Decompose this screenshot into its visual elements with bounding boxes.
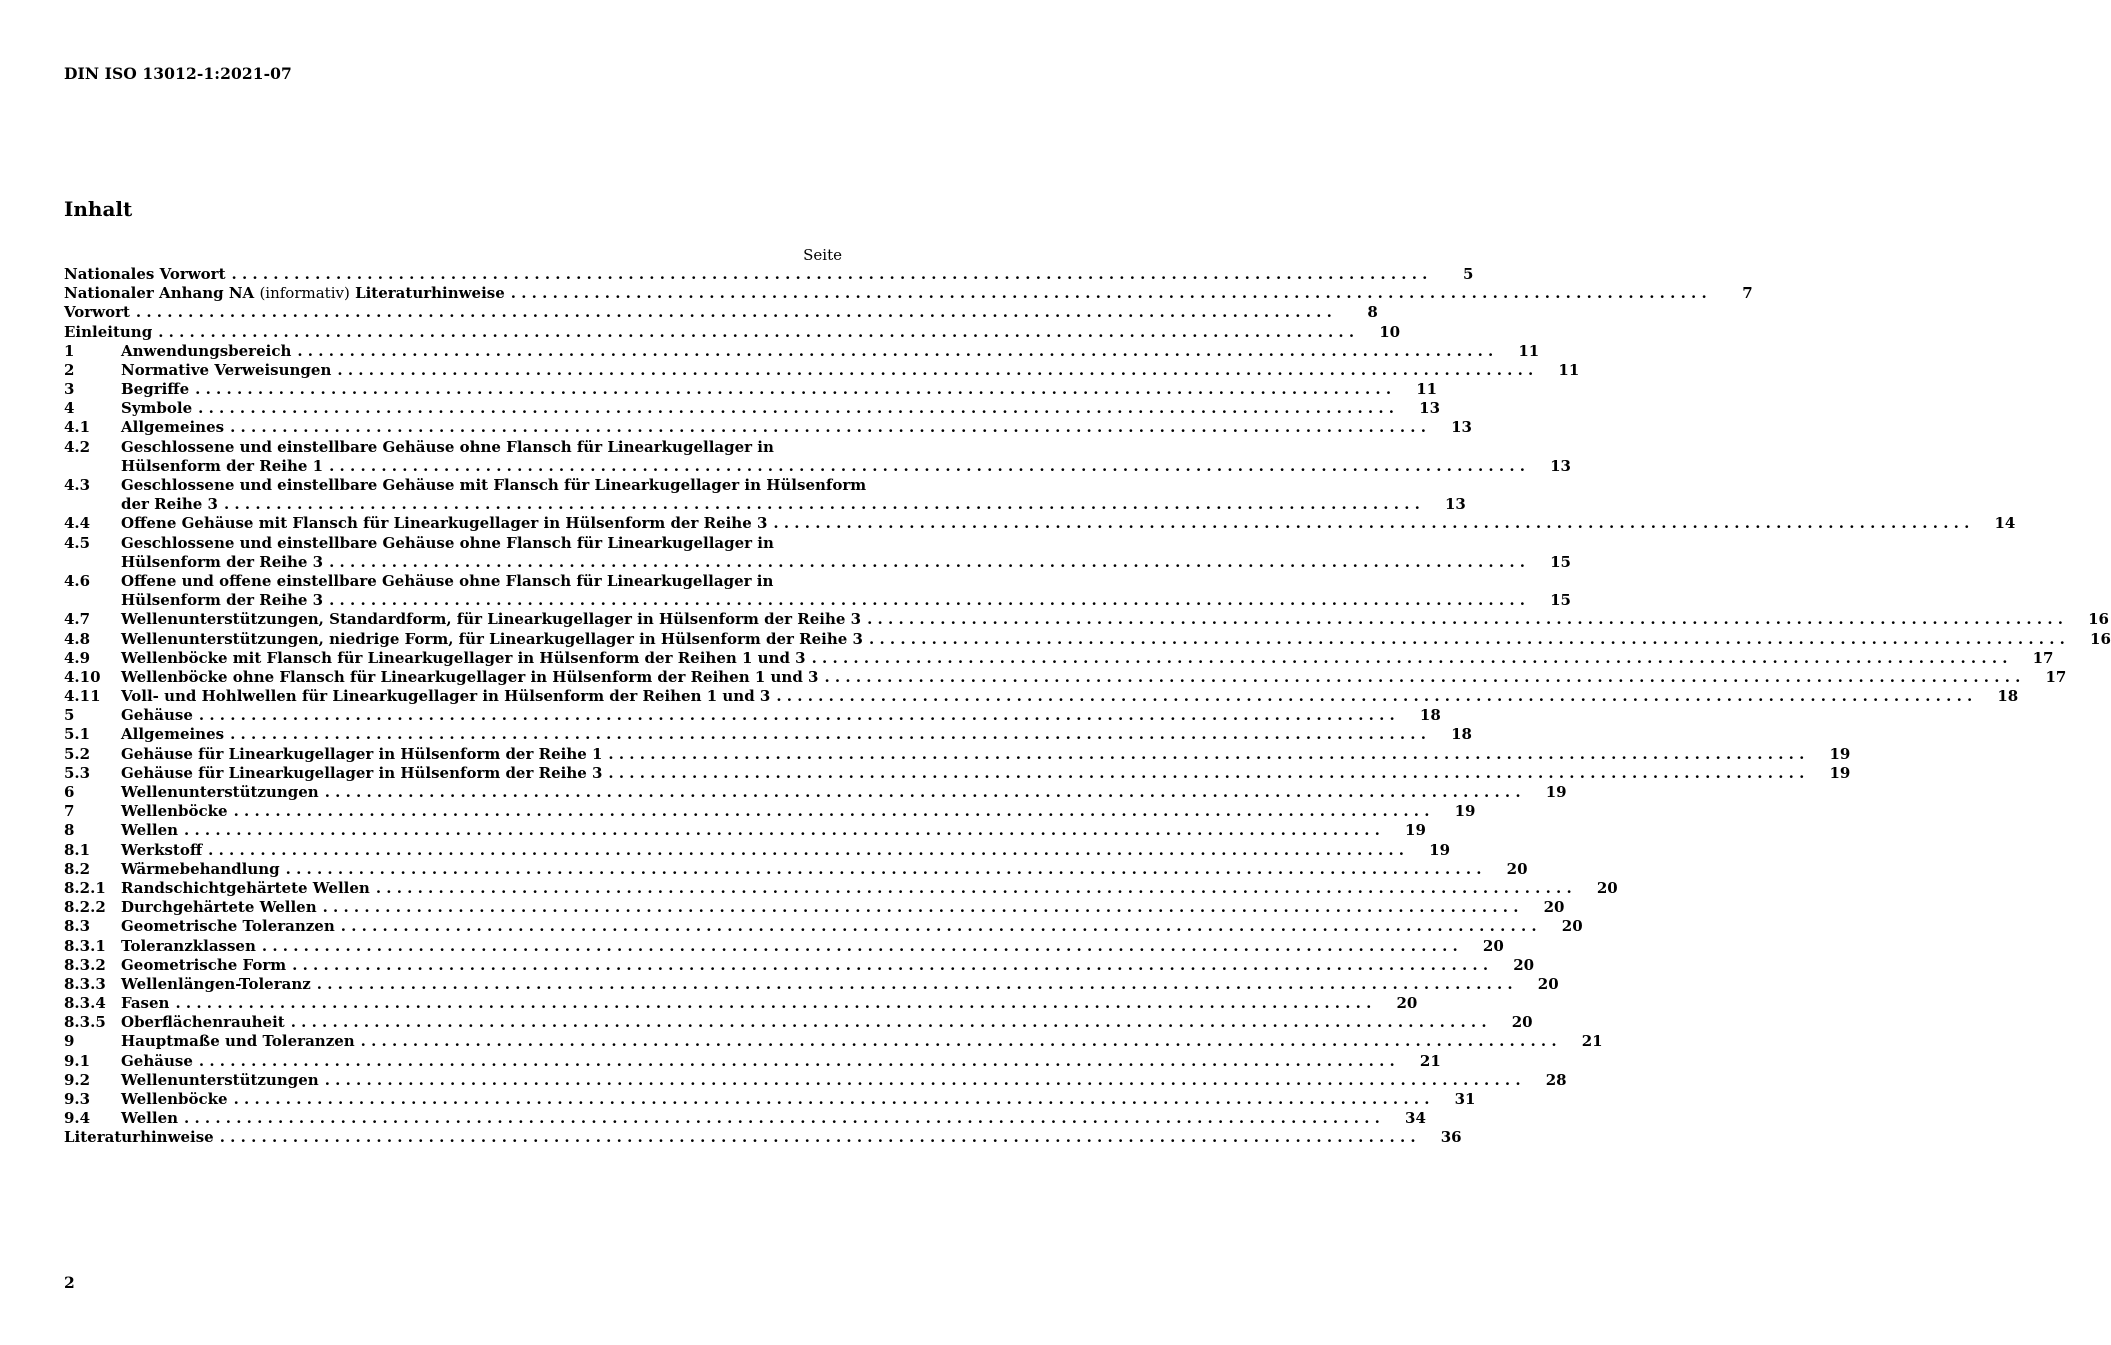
toc-leader-dots bbox=[291, 342, 1493, 361]
toc-entry-number: 8.2.2 bbox=[64, 898, 106, 917]
toc-entry-title bbox=[64, 303, 130, 322]
toc-entry-page: 11 bbox=[1416, 380, 1438, 399]
toc-entry-title bbox=[64, 284, 505, 303]
toc-leader-dots bbox=[335, 917, 1537, 936]
toc-entry-number: 1 bbox=[64, 341, 75, 360]
toc-entry-title-text: Wellenunterstützungen bbox=[121, 783, 319, 802]
toc-entry-page: 21 bbox=[1419, 1051, 1441, 1070]
toc-entry-title bbox=[121, 342, 291, 361]
toc-entry[interactable] bbox=[64, 1032, 1603, 1052]
toc-entry-number: 4 bbox=[64, 399, 75, 418]
toc-entry-title bbox=[121, 361, 331, 380]
toc-entry[interactable] bbox=[64, 303, 1378, 322]
toc-entry-title-text: Wärmebehandlung bbox=[121, 859, 280, 878]
toc-entry[interactable] bbox=[64, 783, 1567, 802]
toc-entry-title-text: Randschichtgehärtete Wellen bbox=[121, 878, 370, 897]
toc-entry-title-text: Wellenunterstützungen bbox=[121, 1070, 319, 1089]
toc-entry-number: 5.2 bbox=[64, 744, 91, 763]
toc-entry[interactable] bbox=[64, 572, 842, 591]
toc-entry-title bbox=[121, 610, 861, 629]
toc-entry-title-text: Wellenunterstützungen, Standardform, für Linearkugellager in Hülsenform der Reihe 3 bbox=[121, 610, 862, 629]
toc-entry-title bbox=[121, 917, 335, 936]
toc-entry-page: 7 bbox=[1742, 284, 1753, 303]
toc-entry[interactable] bbox=[64, 936, 1504, 956]
toc-entry[interactable] bbox=[64, 706, 1441, 725]
toc-entry-number: 4.2 bbox=[64, 437, 91, 456]
toc-entry[interactable] bbox=[64, 284, 1753, 303]
toc-leader-dots bbox=[224, 418, 1426, 437]
toc-entry-page: 19 bbox=[1545, 783, 1567, 802]
toc-entry-number: 9.2 bbox=[64, 1070, 91, 1089]
toc-leader-dots bbox=[323, 553, 1525, 572]
toc-entry-title-text: Wellen bbox=[121, 1109, 179, 1128]
toc-entry[interactable] bbox=[64, 1128, 1462, 1147]
toc-entry-number: 9.1 bbox=[64, 1051, 91, 1070]
toc-entry-title-text: Toleranzklassen bbox=[121, 936, 256, 955]
toc-entry-number: 3 bbox=[64, 380, 75, 399]
toc-entry-title bbox=[121, 1013, 285, 1032]
toc-entry[interactable] bbox=[64, 1090, 1476, 1109]
toc-entry-page: 18 bbox=[1997, 687, 2019, 706]
toc-entry-title-text: Gehäuse bbox=[121, 706, 193, 725]
toc-leader-dots bbox=[169, 994, 1371, 1013]
toc-entry-page: 17 bbox=[2032, 648, 2054, 667]
toc-entry-number: 4.4 bbox=[64, 514, 91, 533]
toc-entry[interactable] bbox=[64, 955, 1535, 975]
toc-leader-dots bbox=[770, 687, 1972, 706]
toc-entry[interactable] bbox=[64, 821, 1426, 840]
toc-entry-title bbox=[121, 649, 806, 668]
toc-entry-title-text: Wellenböcke mit Flansch für Linearkugellager in Hülsenform der Reihen 1 und 3 bbox=[121, 648, 806, 667]
toc-leader-dots bbox=[214, 1128, 1416, 1147]
toc-entry[interactable] bbox=[64, 514, 2016, 533]
toc-leader-dots bbox=[178, 821, 1380, 840]
toc-entry-title-text: Gehäuse bbox=[121, 1051, 193, 1070]
toc-entry[interactable] bbox=[64, 878, 1618, 898]
toc-leader-dots bbox=[319, 783, 1521, 802]
toc-entry[interactable] bbox=[64, 763, 1851, 783]
toc-entry-number: 7 bbox=[64, 802, 75, 821]
toc-entry-title-continuation: Hülsenform der Reihe 3 bbox=[121, 552, 324, 571]
toc-entry-page: 20 bbox=[1506, 859, 1528, 878]
toc-entry-number: 8.3.2 bbox=[64, 955, 106, 974]
toc-entry-title bbox=[121, 841, 202, 860]
toc-entry-title bbox=[121, 956, 286, 975]
toc-entry-title-text: Nationales Vorwort bbox=[64, 264, 226, 283]
toc-entry[interactable] bbox=[64, 1051, 1441, 1071]
toc-leader-dots bbox=[178, 1109, 1380, 1128]
toc-entry-title bbox=[121, 1071, 319, 1090]
toc-leader-dots bbox=[228, 1090, 1430, 1109]
toc-entry-number: 9 bbox=[64, 1032, 75, 1051]
page-number: 2 bbox=[64, 1273, 75, 1292]
toc-leader-dots bbox=[767, 514, 1969, 533]
toc-entry-page: 19 bbox=[1429, 840, 1451, 859]
toc-leader-dots bbox=[818, 668, 2020, 687]
toc-entry-title: Geschlossene und einstellbare Gehäuse mit Flansch für Linearkugellager in Hülsenform bbox=[121, 476, 867, 495]
toc-entry-number: 8.2.1 bbox=[64, 878, 106, 897]
toc-entry-title bbox=[121, 725, 224, 744]
toc-entry-number: 8 bbox=[64, 821, 75, 840]
toc-entry-page: 20 bbox=[1482, 936, 1504, 955]
toc-entry-title-text: Geometrische Toleranzen bbox=[121, 917, 335, 936]
toc-entry-page: 20 bbox=[1513, 955, 1535, 974]
toc-entry-number: 8.3.4 bbox=[64, 994, 106, 1013]
toc-entry-title bbox=[121, 937, 256, 956]
toc-entry-title: Geschlossene und einstellbare Gehäuse ohne Flansch für Linearkugellager in bbox=[121, 533, 774, 552]
toc-entry-title bbox=[121, 879, 370, 898]
toc-entry[interactable] bbox=[64, 360, 1580, 380]
toc-entry-title-text: Wellenlängen-Toleranz bbox=[121, 974, 311, 993]
toc-entry-title bbox=[121, 1109, 178, 1128]
toc-entry-title-text: Symbole bbox=[121, 399, 193, 418]
toc-leader-dots bbox=[202, 841, 1404, 860]
toc-entry-title-text: Nationaler Anhang NA bbox=[64, 284, 255, 303]
toc-entry-page: 20 bbox=[1511, 1013, 1533, 1032]
toc-entry-title-text: Allgemeines bbox=[121, 725, 225, 744]
toc-entry-title bbox=[121, 399, 192, 418]
toc-entry-title-text: Fasen bbox=[121, 994, 170, 1013]
toc-entry-title bbox=[121, 514, 767, 533]
toc-entry[interactable] bbox=[64, 1109, 1426, 1128]
toc-entry-page: 18 bbox=[1451, 725, 1472, 744]
toc-entry[interactable] bbox=[64, 380, 1438, 399]
toc-leader-dots bbox=[193, 706, 1395, 725]
toc-entry-page: 20 bbox=[1396, 994, 1418, 1013]
toc-entry-title bbox=[64, 323, 152, 342]
toc-entry-title-text: Wellenböcke ohne Flansch für Linearkugellager in Hülsenform der Reihen 1 und 3 bbox=[121, 667, 819, 686]
toc-entry-title-text: Offene Gehäuse mit Flansch für Linearkugellager in Hülsenform der Reihe 3 bbox=[121, 514, 768, 533]
toc-entry-page: 5 bbox=[1462, 264, 1474, 283]
toc-entry-title-text: Normative Verweisungen bbox=[121, 360, 332, 379]
toc-entry-number: 9.4 bbox=[64, 1109, 91, 1128]
toc-entry-title-text: Wellen bbox=[121, 821, 179, 840]
toc-entry-title: Offene und offene einstellbare Gehäuse ohne Flansch für Linearkugellager in bbox=[121, 571, 774, 590]
toc-entry-number: 4.11 bbox=[64, 687, 101, 706]
toc-entry-title-text: Einleitung bbox=[64, 322, 153, 341]
toc-entry-title bbox=[121, 745, 602, 764]
toc-entry-number: 8.3.1 bbox=[64, 936, 106, 955]
toc-entry[interactable] bbox=[64, 1013, 1533, 1032]
toc-leader-dots bbox=[192, 399, 1394, 418]
toc-entry-page: 20 bbox=[1543, 898, 1565, 917]
toc-entry[interactable] bbox=[64, 264, 1474, 284]
toc-entry-page: 19 bbox=[1454, 802, 1476, 821]
toc-entry-title bbox=[121, 994, 169, 1013]
toc-entry[interactable] bbox=[64, 840, 1451, 860]
toc-entry-number: 8.1 bbox=[64, 840, 91, 859]
toc-leader-dots bbox=[602, 745, 1804, 764]
table-of-contents bbox=[64, 264, 2111, 1148]
toc-entry-page: 19 bbox=[1829, 744, 1851, 763]
toc-leader-dots bbox=[861, 610, 2063, 629]
toc-entry-title-text: Literaturhinweise bbox=[64, 1128, 214, 1147]
toc-entry-page: 19 bbox=[1829, 763, 1851, 782]
toc-entry-page: 34 bbox=[1405, 1109, 1426, 1128]
toc-leader-dots bbox=[311, 975, 1513, 994]
toc-entry-page: 18 bbox=[1419, 706, 1441, 725]
toc-entry-number: 4.3 bbox=[64, 476, 91, 495]
toc-entry-title bbox=[121, 418, 224, 437]
toc-entry-number: 4.7 bbox=[64, 610, 91, 629]
toc-entry[interactable] bbox=[64, 687, 2019, 706]
toc-leader-dots bbox=[286, 956, 1488, 975]
toc-entry-title bbox=[64, 265, 226, 284]
toc-entry-title-continuation: der Reihe 3 bbox=[121, 495, 218, 514]
toc-leader-dots bbox=[370, 879, 1572, 898]
toc-entry-title: Geschlossene und einstellbare Gehäuse ohne Flansch für Linearkugellager in bbox=[121, 437, 774, 456]
toc-entry[interactable] bbox=[64, 552, 1571, 572]
toc-leader-dots bbox=[323, 591, 1525, 610]
toc-entry-page: 28 bbox=[1545, 1070, 1567, 1089]
toc-leader-dots bbox=[152, 323, 1354, 342]
toc-leader-dots bbox=[218, 495, 1420, 514]
toc-entry-title-text: Anwendungsbereich bbox=[121, 341, 292, 360]
toc-entry-page: 13 bbox=[1451, 418, 1472, 437]
toc-entry-title-text: Wellenböcke bbox=[121, 802, 228, 821]
toc-entry[interactable] bbox=[64, 648, 2054, 668]
toc-entry[interactable] bbox=[64, 802, 1476, 821]
toc-leader-dots bbox=[224, 725, 1426, 744]
toc-entry[interactable] bbox=[64, 322, 1401, 342]
toc-entry-page: 20 bbox=[1561, 917, 1583, 936]
toc-entry-title-text: Vorwort bbox=[64, 303, 130, 322]
toc-entry-page: 14 bbox=[1994, 514, 2016, 533]
toc-entry-title-text: Voll- und Hohlwellen für Linearkugellager in Hülsenform der Reihen 1 und 3 bbox=[121, 687, 771, 706]
toc-entry-number: 4.1 bbox=[64, 418, 91, 437]
toc-entry-page: 20 bbox=[1596, 878, 1618, 897]
toc-entry-page: 17 bbox=[2045, 667, 2067, 686]
toc-entry-title bbox=[121, 802, 228, 821]
toc-entry[interactable] bbox=[64, 418, 1472, 438]
toc-entry[interactable] bbox=[64, 629, 2111, 649]
toc-entry-title bbox=[121, 821, 178, 840]
toc-entry-page: 13 bbox=[1550, 456, 1571, 475]
toc-entry[interactable] bbox=[64, 399, 1441, 418]
toc-entry-title-text: Wellenunterstützungen, niedrige Form, für Linearkugellager in Hülsenform der Reihe 3 bbox=[121, 629, 863, 648]
toc-entry-page: 13 bbox=[1419, 399, 1441, 418]
toc-entry[interactable] bbox=[64, 994, 1418, 1013]
toc-entry-number: 4.6 bbox=[64, 571, 91, 590]
toc-entry-number: 8.2 bbox=[64, 859, 91, 878]
toc-entry[interactable] bbox=[64, 456, 1571, 476]
toc-entry-page: 11 bbox=[1518, 341, 1540, 360]
toc-leader-dots bbox=[806, 649, 2008, 668]
toc-leader-dots bbox=[319, 1071, 1521, 1090]
toc-leader-dots bbox=[355, 1032, 1557, 1051]
toc-entry-title bbox=[121, 1032, 355, 1051]
toc-leader-dots bbox=[285, 1013, 1487, 1032]
toc-leader-dots bbox=[323, 457, 1525, 476]
document-id: DIN ISO 13012-1:2021-07 bbox=[64, 64, 292, 83]
toc-entry-title-continuation: Hülsenform der Reihe 3 bbox=[121, 591, 324, 610]
toc-leader-dots bbox=[256, 937, 1458, 956]
toc-entry-number: 9.3 bbox=[64, 1090, 91, 1109]
toc-entry-page: 36 bbox=[1440, 1128, 1462, 1147]
toc-entry-title bbox=[121, 975, 311, 994]
toc-entry-number: 6 bbox=[64, 783, 75, 802]
toc-entry-page: 31 bbox=[1454, 1090, 1476, 1109]
toc-entry-title-text: Wellenböcke bbox=[121, 1090, 228, 1109]
toc-entry-title-text: Gehäuse für Linearkugellager in Hülsenform der Reihe 1 bbox=[121, 744, 603, 763]
toc-entry-title bbox=[121, 1052, 193, 1071]
toc-leader-dots bbox=[193, 1052, 1395, 1071]
toc-entry-title bbox=[64, 1128, 214, 1147]
toc-entry-page: 15 bbox=[1550, 591, 1571, 610]
toc-entry-number: 4.8 bbox=[64, 629, 91, 648]
toc-entry-title-text: Hauptmaße und Toleranzen bbox=[121, 1032, 355, 1051]
toc-entry-title-text: Werkstoff bbox=[121, 840, 203, 859]
toc-entry-title bbox=[121, 706, 193, 725]
toc-entry-page: 13 bbox=[1445, 495, 1466, 514]
toc-leader-dots bbox=[317, 898, 1519, 917]
toc-entry-title bbox=[121, 1090, 228, 1109]
toc-entry-number: 4.10 bbox=[64, 667, 101, 686]
toc-leader-dots bbox=[228, 802, 1430, 821]
toc-leader-dots bbox=[189, 380, 1391, 399]
toc-entry[interactable] bbox=[64, 974, 1559, 994]
toc-entry-number: 5.1 bbox=[64, 725, 91, 744]
toc-entry[interactable] bbox=[64, 917, 1583, 936]
toc-entry-title-text: Begriffe bbox=[121, 380, 190, 399]
toc-entry[interactable] bbox=[64, 1070, 1567, 1090]
toc-entry[interactable] bbox=[64, 898, 1565, 917]
toc-entry-title bbox=[121, 687, 770, 706]
toc-entry-title-continuation: Hülsenform der Reihe 1 bbox=[121, 456, 324, 475]
toc-entry-page: 11 bbox=[1558, 360, 1580, 379]
toc-entry-number: 4.5 bbox=[64, 533, 91, 552]
toc-entry[interactable] bbox=[64, 667, 2067, 687]
toc-entry[interactable] bbox=[64, 610, 2109, 629]
toc-entry-title bbox=[121, 860, 280, 879]
toc-entry[interactable] bbox=[64, 495, 1466, 514]
toc-entry-number: 8.3 bbox=[64, 917, 91, 936]
toc-entry-page: 8 bbox=[1367, 303, 1378, 322]
toc-leader-dots bbox=[602, 764, 1804, 783]
toc-entry-page: 19 bbox=[1405, 821, 1426, 840]
toc-entry-annex-type: (informativ) bbox=[259, 284, 350, 303]
toc-entry-title bbox=[121, 630, 863, 649]
toc-entry[interactable] bbox=[64, 859, 1528, 879]
toc-entry[interactable] bbox=[64, 438, 842, 457]
toc-leader-dots bbox=[130, 303, 1332, 322]
toc-entry-title bbox=[121, 380, 189, 399]
toc-entry-page: 15 bbox=[1550, 552, 1571, 571]
toc-entry-title-text: Durchgehärtete Wellen bbox=[121, 898, 317, 917]
toc-entry[interactable] bbox=[64, 534, 842, 553]
toc-entry-title bbox=[121, 898, 317, 917]
toc-leader-dots bbox=[505, 284, 1707, 303]
toc-entry-page: 10 bbox=[1379, 322, 1401, 341]
toc-entry[interactable] bbox=[64, 476, 867, 495]
toc-entry-number: 5 bbox=[64, 706, 75, 725]
toc-entry-number: 2 bbox=[64, 360, 75, 379]
toc-leader-dots bbox=[280, 860, 1482, 879]
toc-entry-title bbox=[121, 668, 818, 687]
page-column-label: Seite bbox=[803, 246, 842, 264]
toc-entry-number: 4.9 bbox=[64, 648, 91, 667]
toc-leader-dots bbox=[863, 630, 2065, 649]
toc-entry-title-text: Allgemeines bbox=[121, 418, 225, 437]
toc-entry-page: 16 bbox=[2090, 629, 2111, 648]
toc-entry-number: 8.3.3 bbox=[64, 974, 106, 993]
toc-entry-page: 16 bbox=[2088, 610, 2109, 629]
toc-heading: Inhalt bbox=[64, 197, 133, 221]
toc-leader-dots bbox=[331, 361, 1533, 380]
toc-entry[interactable] bbox=[64, 591, 1571, 610]
toc-entry[interactable] bbox=[64, 341, 1540, 361]
toc-entry-title-text: Gehäuse für Linearkugellager in Hülsenform der Reihe 3 bbox=[121, 763, 603, 782]
toc-entry-title bbox=[121, 783, 319, 802]
toc-entry-title bbox=[121, 764, 602, 783]
toc-entry-title-text: Geometrische Form bbox=[121, 955, 287, 974]
toc-entry-title-text: Oberflächenrauheit bbox=[121, 1013, 285, 1032]
toc-entry[interactable] bbox=[64, 725, 1472, 745]
toc-entry-number: 5.3 bbox=[64, 763, 91, 782]
toc-entry[interactable] bbox=[64, 744, 1851, 764]
toc-entry-title-tail: Literaturhinweise bbox=[355, 284, 505, 303]
toc-leader-dots bbox=[226, 265, 1428, 284]
toc-entry-page: 21 bbox=[1581, 1032, 1603, 1051]
toc-entry-number: 8.3.5 bbox=[64, 1013, 106, 1032]
toc-entry-page: 20 bbox=[1537, 974, 1559, 993]
